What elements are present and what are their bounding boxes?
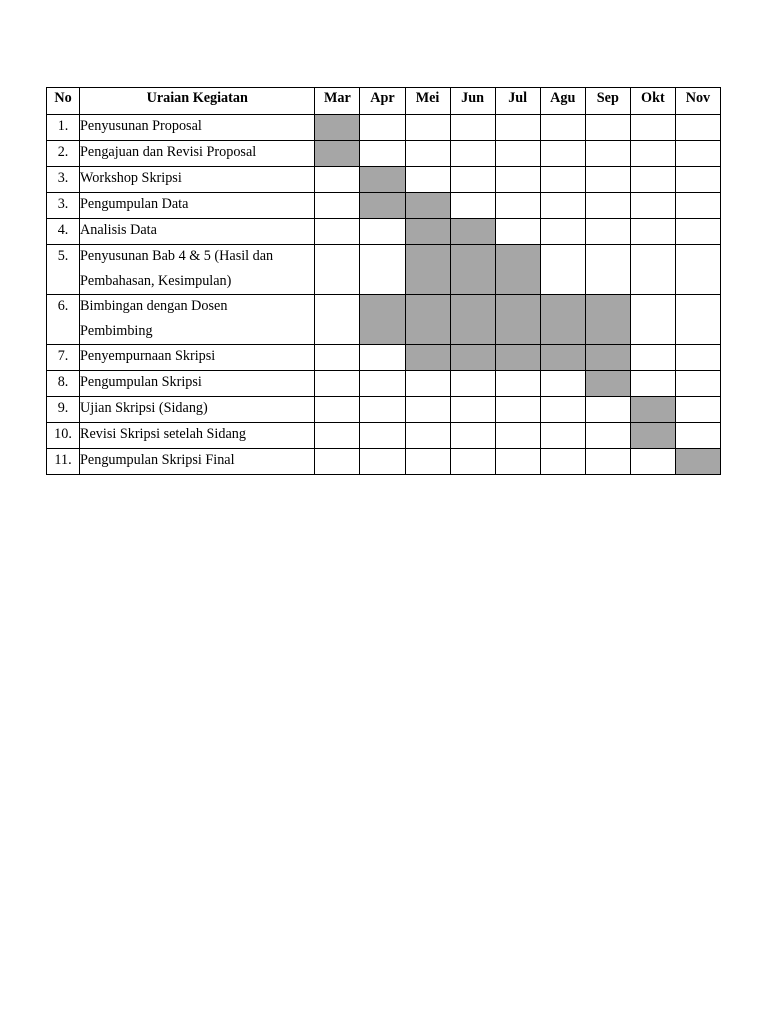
schedule-cell <box>360 141 405 167</box>
schedule-cell-active <box>585 295 630 345</box>
table-row <box>47 245 721 295</box>
schedule-cell <box>315 371 360 397</box>
schedule-cell <box>675 371 720 397</box>
schedule-cell-active <box>315 141 360 167</box>
table-row <box>47 345 721 371</box>
activity-name: Penyusunan Proposal <box>80 115 315 141</box>
table-row <box>47 423 721 449</box>
schedule-cell <box>495 371 540 397</box>
schedule-cell <box>450 141 495 167</box>
header-no: No <box>47 88 80 115</box>
schedule-cell-active <box>450 345 495 371</box>
schedule-cell <box>360 219 405 245</box>
header-month: Sep <box>585 88 630 115</box>
activity-name-line2: Pembahasan, Kesimpulan) <box>80 273 232 289</box>
schedule-cell <box>405 397 450 423</box>
schedule-cell <box>495 423 540 449</box>
schedule-cell <box>315 423 360 449</box>
schedule-cell <box>495 219 540 245</box>
activity-name: Ujian Skripsi (Sidang) <box>80 397 315 423</box>
table-row <box>47 371 721 397</box>
schedule-cell-active <box>630 397 675 423</box>
schedule-cell <box>315 193 360 219</box>
schedule-cell <box>585 219 630 245</box>
schedule-cell <box>405 423 450 449</box>
activity-name <box>80 245 315 295</box>
schedule-cell <box>585 245 630 295</box>
schedule-cell <box>450 167 495 193</box>
schedule-cell <box>630 115 675 141</box>
schedule-cell <box>585 193 630 219</box>
schedule-cell <box>630 193 675 219</box>
schedule-cell <box>675 423 720 449</box>
schedule-cell-active <box>360 167 405 193</box>
schedule-cell <box>675 397 720 423</box>
row-number: 9. <box>47 397 80 423</box>
header-row <box>47 88 721 115</box>
schedule-cell <box>585 141 630 167</box>
row-number: 8. <box>47 371 80 397</box>
schedule-cell <box>450 397 495 423</box>
schedule-cell <box>630 141 675 167</box>
activity-name: Pengajuan dan Revisi Proposal <box>80 141 315 167</box>
schedule-cell <box>450 115 495 141</box>
schedule-cell <box>450 193 495 219</box>
header-month: Jun <box>450 88 495 115</box>
header-task: Uraian Kegiatan <box>80 88 315 115</box>
schedule-cell <box>360 371 405 397</box>
schedule-cell-active <box>540 345 585 371</box>
header-month: Nov <box>675 88 720 115</box>
header-month: Mei <box>405 88 450 115</box>
schedule-cell <box>675 245 720 295</box>
schedule-cell <box>630 245 675 295</box>
activity-name-line1: Penyusunan Bab 4 & 5 (Hasil dan <box>80 248 274 264</box>
schedule-cell <box>450 371 495 397</box>
table-row <box>47 295 721 345</box>
schedule-cell <box>315 345 360 371</box>
schedule-cell <box>540 115 585 141</box>
row-number: 6. <box>47 295 80 345</box>
schedule-cell <box>450 449 495 475</box>
schedule-cell <box>315 167 360 193</box>
schedule-cell <box>495 167 540 193</box>
schedule-cell <box>540 245 585 295</box>
schedule-cell-active <box>585 371 630 397</box>
schedule-cell <box>540 141 585 167</box>
schedule-cell-active <box>405 345 450 371</box>
schedule-cell <box>495 449 540 475</box>
schedule-cell-active <box>495 295 540 345</box>
activity-name-line2: Pembimbing <box>80 323 153 339</box>
schedule-cell <box>360 245 405 295</box>
schedule-cell <box>585 449 630 475</box>
schedule-cell <box>495 141 540 167</box>
schedule-cell <box>630 219 675 245</box>
schedule-cell <box>540 167 585 193</box>
schedule-cell-active <box>360 295 405 345</box>
schedule-cell <box>630 371 675 397</box>
schedule-cell <box>585 167 630 193</box>
header-month: Jul <box>495 88 540 115</box>
schedule-cell-active <box>585 345 630 371</box>
schedule-cell <box>675 219 720 245</box>
schedule-cell-active <box>450 295 495 345</box>
schedule-cell-active <box>405 219 450 245</box>
header-month: Mar <box>315 88 360 115</box>
schedule-cell <box>315 397 360 423</box>
schedule-cell <box>540 449 585 475</box>
schedule-cell-active <box>450 219 495 245</box>
schedule-cell-active <box>495 345 540 371</box>
row-number: 1. <box>47 115 80 141</box>
schedule-cell <box>675 295 720 345</box>
activity-name <box>80 295 315 345</box>
schedule-cell <box>360 423 405 449</box>
activity-name: Workshop Skripsi <box>80 167 315 193</box>
schedule-cell <box>495 115 540 141</box>
row-number: 5. <box>47 245 80 295</box>
schedule-cell <box>405 371 450 397</box>
schedule-cell <box>495 193 540 219</box>
schedule-cell <box>360 397 405 423</box>
schedule-cell <box>630 345 675 371</box>
schedule-cell <box>315 449 360 475</box>
row-number: 2. <box>47 141 80 167</box>
schedule-cell-active <box>360 193 405 219</box>
schedule-cell <box>495 397 540 423</box>
schedule-cell-active <box>450 245 495 295</box>
schedule-cell-active <box>630 423 675 449</box>
schedule-cell <box>540 219 585 245</box>
activity-name: Pengumpulan Data <box>80 193 315 219</box>
table-row <box>47 141 721 167</box>
schedule-cell-active <box>540 295 585 345</box>
schedule-cell <box>360 345 405 371</box>
row-number: 7. <box>47 345 80 371</box>
schedule-cell <box>315 219 360 245</box>
schedule-cell <box>450 423 495 449</box>
table-row <box>47 115 721 141</box>
schedule-cell-active <box>675 449 720 475</box>
activity-name: Pengumpulan Skripsi <box>80 371 315 397</box>
schedule-cell <box>360 449 405 475</box>
schedule-cell <box>585 115 630 141</box>
schedule-cell <box>675 141 720 167</box>
schedule-cell <box>405 115 450 141</box>
row-number: 10. <box>47 423 80 449</box>
schedule-cell <box>630 167 675 193</box>
schedule-cell <box>675 193 720 219</box>
schedule-cell <box>675 167 720 193</box>
schedule-cell <box>675 115 720 141</box>
schedule-cell-active <box>405 245 450 295</box>
row-number: 3. <box>47 193 80 219</box>
table-row <box>47 193 721 219</box>
schedule-cell-active <box>315 115 360 141</box>
schedule-cell <box>540 193 585 219</box>
schedule-cell <box>540 371 585 397</box>
schedule-cell <box>675 345 720 371</box>
header-month: Okt <box>630 88 675 115</box>
schedule-cell <box>405 449 450 475</box>
schedule-cell <box>315 245 360 295</box>
schedule-cell <box>405 167 450 193</box>
activity-name: Analisis Data <box>80 219 315 245</box>
schedule-cell-active <box>405 295 450 345</box>
schedule-cell <box>540 423 585 449</box>
table-row <box>47 397 721 423</box>
activity-name: Pengumpulan Skripsi Final <box>80 449 315 475</box>
schedule-cell <box>585 423 630 449</box>
schedule-cell <box>585 397 630 423</box>
schedule-cell <box>360 115 405 141</box>
row-number: 4. <box>47 219 80 245</box>
row-number: 3. <box>47 167 80 193</box>
schedule-cell <box>630 449 675 475</box>
table-row <box>47 449 721 475</box>
activity-name-line1: Bimbingan dengan Dosen <box>80 298 228 314</box>
schedule-cell-active <box>405 193 450 219</box>
schedule-cell <box>315 295 360 345</box>
schedule-cell <box>630 295 675 345</box>
schedule-cell <box>405 141 450 167</box>
activity-name: Revisi Skripsi setelah Sidang <box>80 423 315 449</box>
schedule-table <box>46 87 721 475</box>
table-row <box>47 219 721 245</box>
header-month: Agu <box>540 88 585 115</box>
row-number: 11. <box>47 449 80 475</box>
activity-name: Penyempurnaan Skripsi <box>80 345 315 371</box>
table-row <box>47 167 721 193</box>
header-month: Apr <box>360 88 405 115</box>
schedule-cell <box>540 397 585 423</box>
schedule-cell-active <box>495 245 540 295</box>
